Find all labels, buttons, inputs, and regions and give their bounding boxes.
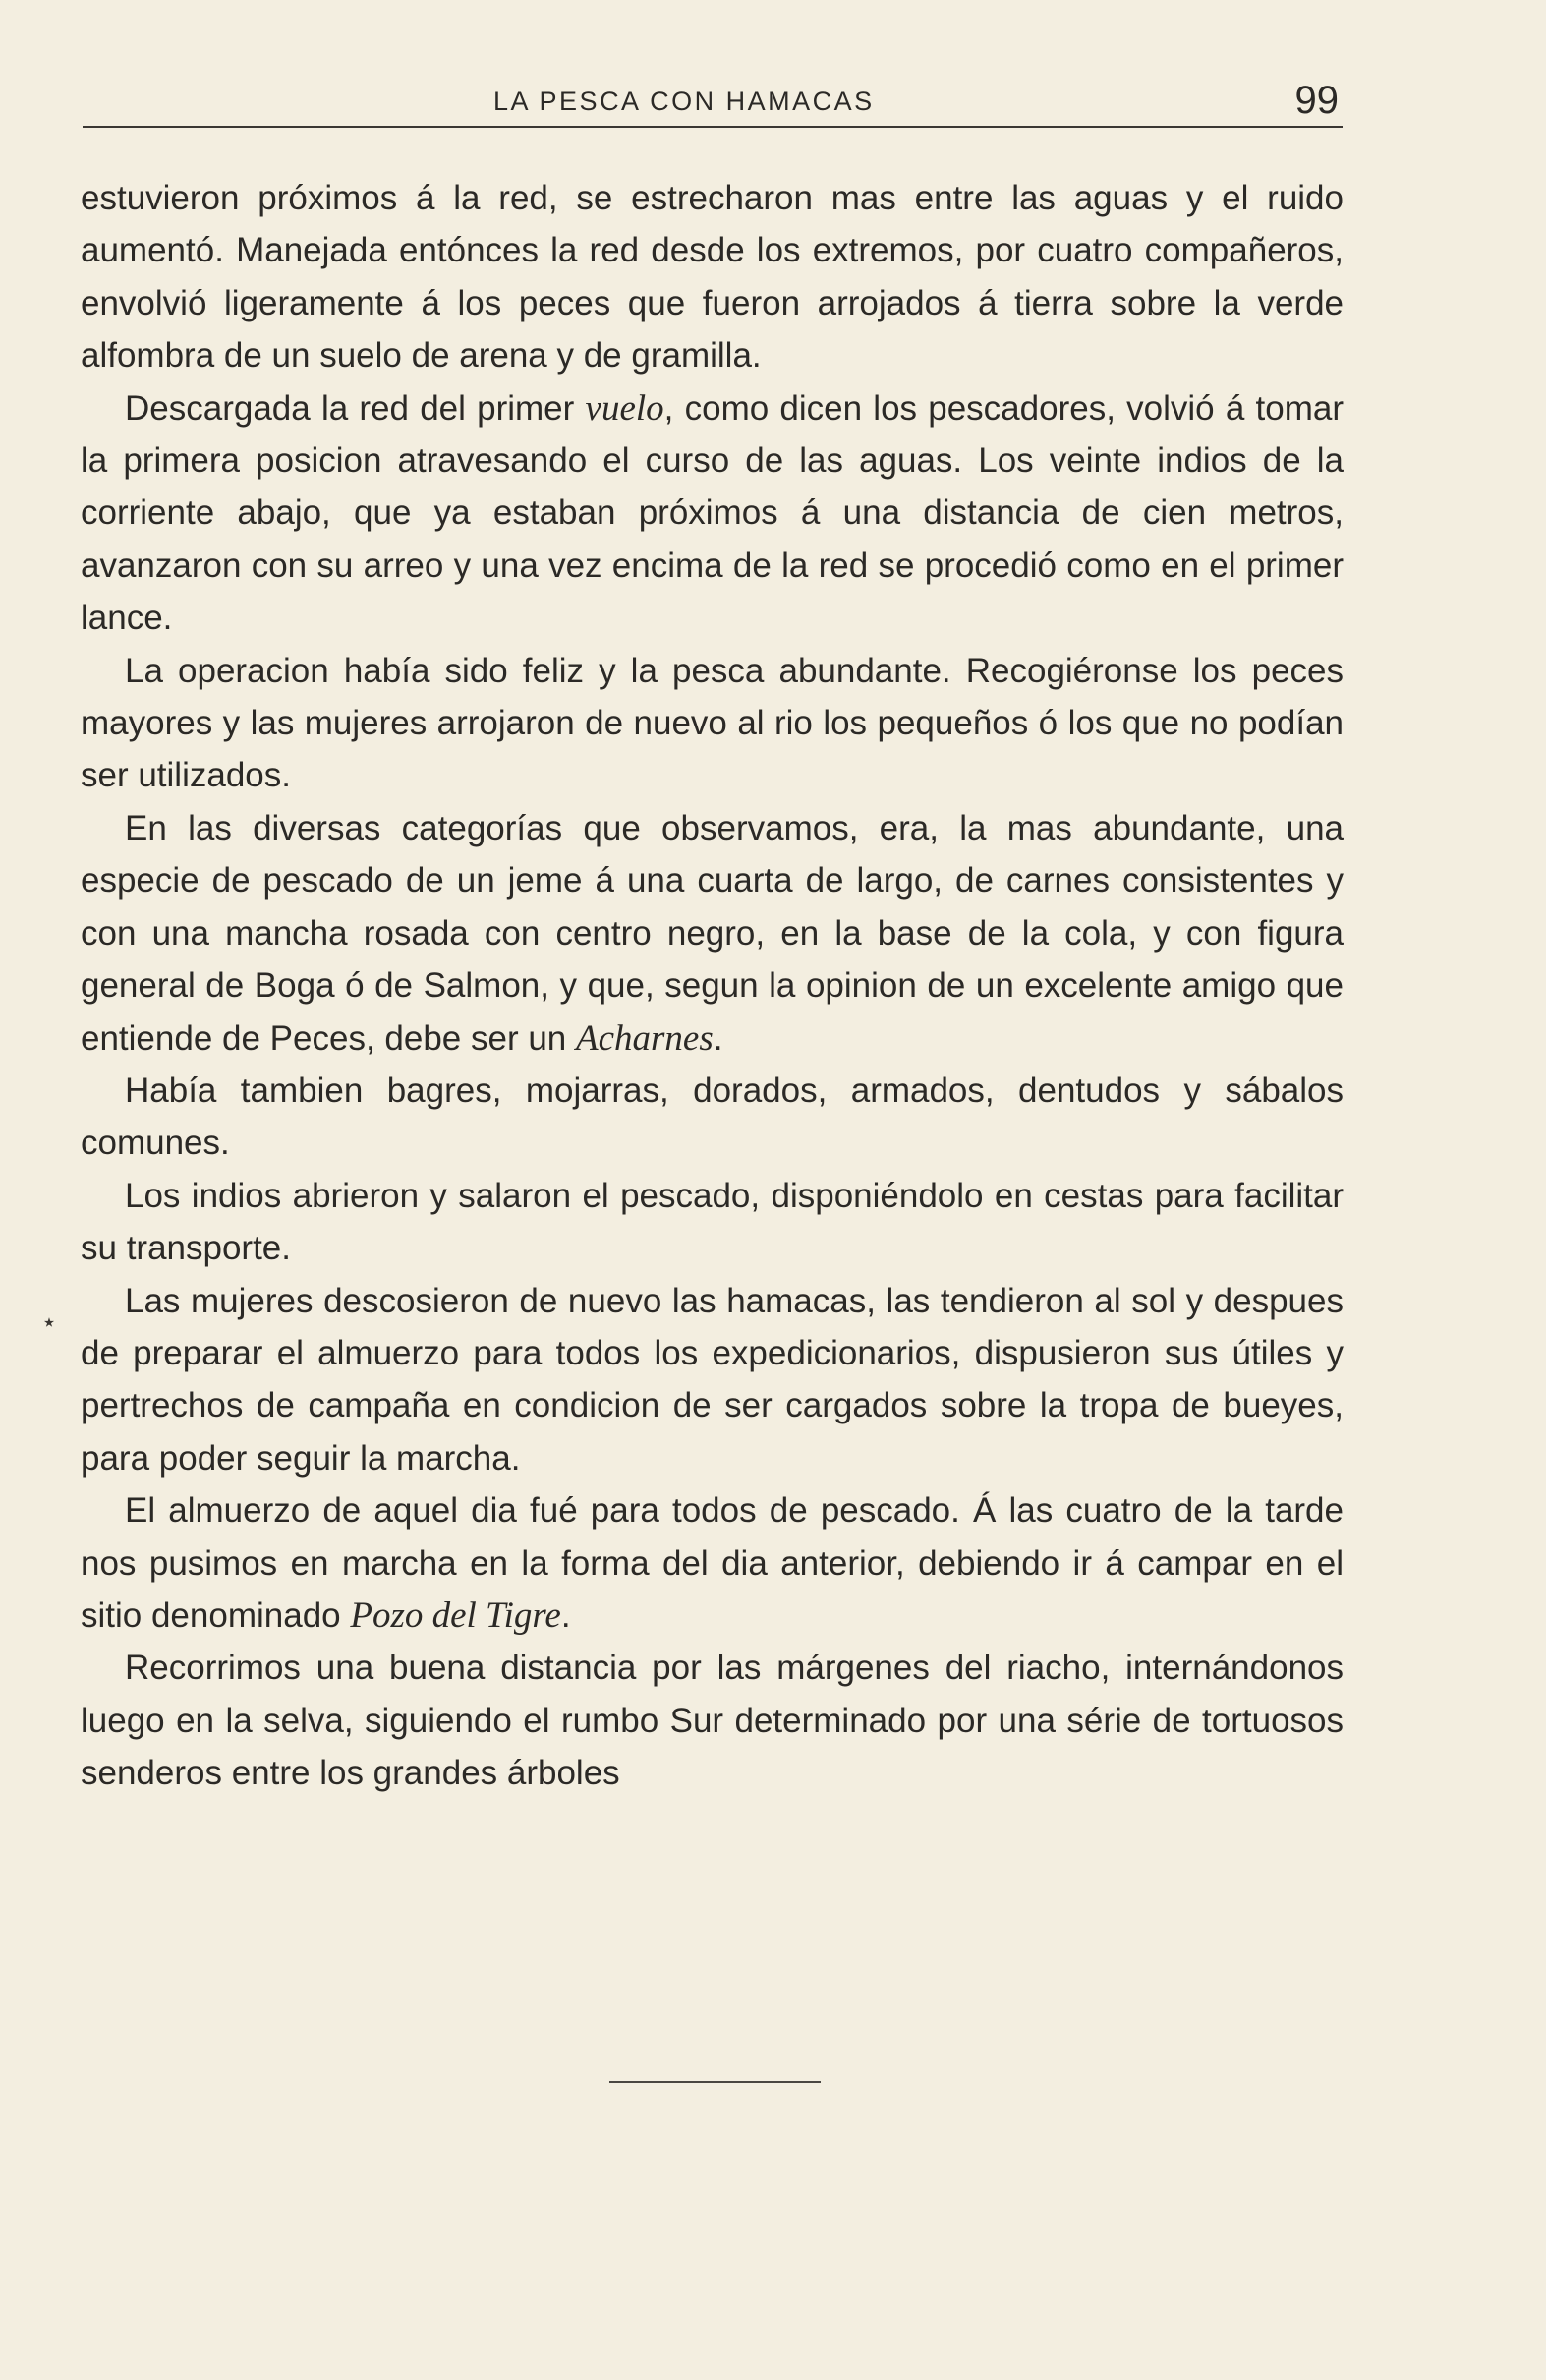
italic-term: Acharnes	[575, 1017, 714, 1059]
paragraph	[81, 1170, 1344, 1275]
italic-term: vuelo	[585, 387, 664, 429]
body-text	[81, 172, 1344, 1800]
text-run: Las mujeres descosieron de nuevo las hamacas, las tendieron al sol y despues de preparar el almuerzo para todos los expedicionarios, dispusieron sus útiles y pertrechos de campaña en condicion de ser cargados sobre la tropa de bueyes, para poder seguir la marcha.	[81, 1281, 1344, 1478]
paragraph	[81, 172, 1344, 382]
paragraph	[81, 382, 1344, 645]
text-run: Recorrimos una buena distancia por las márgenes del riacho, internándonos luego en la selva, siguiendo el rumbo Sur determinado por una série de tortuosos senderos entre los grandes árboles	[81, 1649, 1344, 1793]
paragraph	[81, 1484, 1344, 1642]
page-number: 99	[1294, 79, 1339, 122]
header-rule	[83, 126, 1343, 128]
text-run: En las diversas categorías que observamos, era, la mas abundante, una especie de pescado de un jeme á una cuarta de largo, de carnes consistentes y con una mancha rosada con centro negro, en la base de la cola, y con figura general de Boga ó de Salmon, y que, segun la opinion de un excelente amigo que entiende de Peces, debe ser un	[81, 808, 1344, 1058]
running-title: LA PESCA CON HAMACAS	[493, 87, 875, 116]
paragraph	[81, 1275, 1344, 1485]
text-run: estuvieron próximos á la red, se estrecharon mas entre las aguas y el ruido aumentó. Manejada entónces la red desde los extremos, por cuatro compañeros, envolvió ligeramente á los peces que fueron arrojados á tierra sobre la verde alfombra de un suelo de arena y de gramilla.	[81, 179, 1344, 376]
paragraph	[81, 645, 1344, 802]
text-run: Descargada la red del primer	[125, 388, 586, 428]
text-run: .	[713, 1018, 723, 1058]
footer-rule	[609, 2081, 821, 2083]
italic-term: Pozo del Tigre	[350, 1595, 561, 1636]
text-run: Había tambien bagres, mojarras, dorados, armados, dentudos y sábalos comunes.	[81, 1071, 1344, 1163]
text-run: La operacion había sido feliz y la pesca abundante. Recogiéronse los peces mayores y las mujeres arrojaron de nuevo al rio los pequeños ó los que no podían ser utilizados.	[81, 651, 1344, 795]
page-header	[83, 79, 1343, 128]
margin-mark: ٭	[43, 1309, 55, 1334]
text-run: , como dicen los pescadores, volvió á tomar la primera posicion atravesando el curso de las aguas. Los veinte indios de la corriente abajo, que ya estaban próximos á una distancia de cien metros, avanzaron con su arreo y una vez encima de la red se procedió como en el primer lance.	[81, 388, 1344, 638]
text-run: .	[560, 1596, 571, 1635]
text-run: El almuerzo de aquel dia fué para todos de pescado. Á las cuatro de la tarde nos pusimos en marcha en la forma del dia anterior, debiendo ir á campar en el sitio denominado	[81, 1491, 1344, 1635]
text-run: Los indios abrieron y salaron el pescado, disponiéndolo en cestas para facilitar su transporte.	[81, 1176, 1344, 1268]
paragraph	[81, 1642, 1344, 1799]
paragraph	[81, 802, 1344, 1065]
paragraph	[81, 1065, 1344, 1170]
